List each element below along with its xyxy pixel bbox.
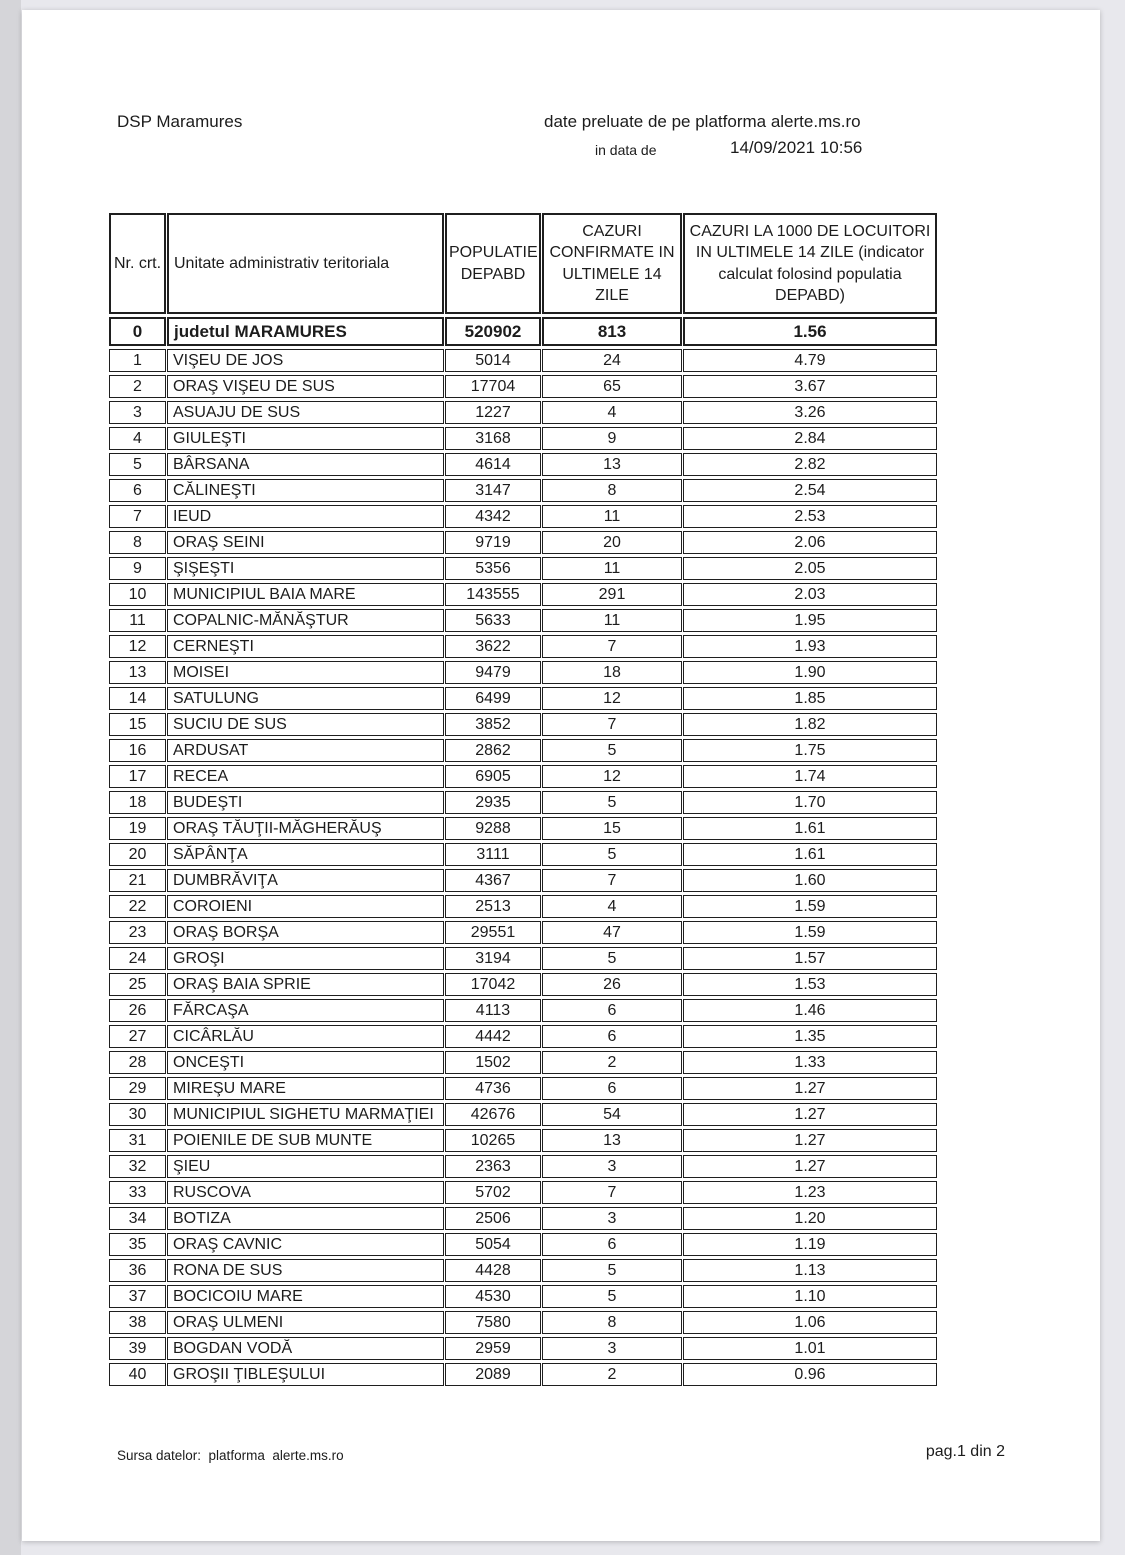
row-number-cell: 10: [109, 583, 166, 606]
col-header-uat: Unitate administrativ teritoriala: [167, 213, 444, 314]
cases-cell: 6: [542, 999, 682, 1022]
row-number-cell: 20: [109, 843, 166, 866]
uat-name-cell: MOISEI: [167, 661, 444, 684]
cases-cell: 291: [542, 583, 682, 606]
row-number-cell: 16: [109, 739, 166, 762]
rate-cell: 3.67: [683, 375, 937, 398]
rate-cell: 1.59: [683, 921, 937, 944]
table-header: [109, 213, 937, 314]
date-label: in data de: [595, 142, 657, 158]
population-cell: 1502: [445, 1051, 541, 1074]
uat-name-cell: ŞIEU: [167, 1155, 444, 1178]
uat-name-cell: RECEA: [167, 765, 444, 788]
population-cell: 17704: [445, 375, 541, 398]
table-row: [109, 349, 937, 372]
uat-name-cell: judetul MARAMURES: [167, 317, 444, 346]
rate-cell: 2.82: [683, 453, 937, 476]
rate-cell: 1.60: [683, 869, 937, 892]
population-cell: 4442: [445, 1025, 541, 1048]
rate-cell: 1.27: [683, 1155, 937, 1178]
population-cell: 2363: [445, 1155, 541, 1178]
population-cell: 5014: [445, 349, 541, 372]
col-header-cases: CAZURI CONFIRMATE IN ULTIMELE 14 ZILE: [542, 213, 682, 314]
population-cell: 4113: [445, 999, 541, 1022]
uat-name-cell: BOCICOIU MARE: [167, 1285, 444, 1308]
cases-cell: 9: [542, 427, 682, 450]
rate-cell: 1.75: [683, 739, 937, 762]
uat-name-cell: GROŞI: [167, 947, 444, 970]
uat-name-cell: MUNICIPIUL SIGHETU MARMAŢIEI: [167, 1103, 444, 1126]
table-row: [109, 1051, 937, 1074]
row-number-cell: 14: [109, 687, 166, 710]
table-row: [109, 1155, 937, 1178]
table-row: [109, 401, 937, 424]
row-number-cell: 35: [109, 1233, 166, 1256]
table-row: [109, 1233, 937, 1256]
cases-cell: 3: [542, 1155, 682, 1178]
row-number-cell: 18: [109, 791, 166, 814]
cases-cell: 54: [542, 1103, 682, 1126]
population-cell: 2506: [445, 1207, 541, 1230]
rate-cell: 4.79: [683, 349, 937, 372]
row-number-cell: 38: [109, 1311, 166, 1334]
uat-name-cell: GROŞII ŢIBLEŞULUI: [167, 1363, 444, 1386]
population-cell: 2513: [445, 895, 541, 918]
rate-cell: 1.53: [683, 973, 937, 996]
cases-cell: 8: [542, 479, 682, 502]
table-row: [109, 635, 937, 658]
footer-source: Sursa datelor: platforma alerte.ms.ro: [117, 1448, 344, 1463]
table-row: [109, 713, 937, 736]
cases-cell: 11: [542, 609, 682, 632]
uat-name-cell: POIENILE DE SUB MUNTE: [167, 1129, 444, 1152]
row-number-cell: 39: [109, 1337, 166, 1360]
cases-cell: 13: [542, 453, 682, 476]
cases-cell: 813: [542, 317, 682, 346]
table-row: [109, 687, 937, 710]
row-number-cell: 12: [109, 635, 166, 658]
row-number-cell: 6: [109, 479, 166, 502]
uat-name-cell: BOGDAN VODĂ: [167, 1337, 444, 1360]
uat-name-cell: ŞIŞEŞTI: [167, 557, 444, 580]
uat-name-cell: FĂRCAŞA: [167, 999, 444, 1022]
population-cell: 2862: [445, 739, 541, 762]
rate-cell: 1.06: [683, 1311, 937, 1334]
rate-cell: 1.95: [683, 609, 937, 632]
row-number-cell: 9: [109, 557, 166, 580]
rate-cell: 1.93: [683, 635, 937, 658]
cases-cell: 24: [542, 349, 682, 372]
col-header-rate: CAZURI LA 1000 DE LOCUITORI IN ULTIMELE 14 ZILE (indicator calculat folosind populatia DEPABD): [683, 213, 937, 314]
rate-cell: 1.35: [683, 1025, 937, 1048]
date-value: 14/09/2021 10:56: [730, 138, 863, 157]
header-row: [109, 213, 937, 314]
rate-cell: 1.85: [683, 687, 937, 710]
col-header-population: POPULATIE DEPABD: [445, 213, 541, 314]
cases-cell: 3: [542, 1337, 682, 1360]
row-number-cell: 1: [109, 349, 166, 372]
rate-cell: 1.23: [683, 1181, 937, 1204]
table-row: [109, 479, 937, 502]
table-row: [109, 817, 937, 840]
table-row: [109, 609, 937, 632]
uat-name-cell: ASUAJU DE SUS: [167, 401, 444, 424]
rate-cell: 1.57: [683, 947, 937, 970]
table-row: [109, 1077, 937, 1100]
population-cell: 3852: [445, 713, 541, 736]
rate-cell: 2.05: [683, 557, 937, 580]
uat-name-cell: BÂRSANA: [167, 453, 444, 476]
uat-name-cell: ONCEŞTI: [167, 1051, 444, 1074]
cases-cell: 12: [542, 687, 682, 710]
row-number-cell: 11: [109, 609, 166, 632]
row-number-cell: 26: [109, 999, 166, 1022]
col-header-nr-crt: Nr. crt.: [109, 213, 166, 314]
population-cell: 9479: [445, 661, 541, 684]
cases-cell: 4: [542, 401, 682, 424]
population-cell: 6499: [445, 687, 541, 710]
rate-cell: 1.90: [683, 661, 937, 684]
population-cell: 4428: [445, 1259, 541, 1282]
rate-cell: 2.03: [683, 583, 937, 606]
table-row: [109, 1025, 937, 1048]
table-row: [109, 999, 937, 1022]
rate-cell: 1.27: [683, 1129, 937, 1152]
row-number-cell: 27: [109, 1025, 166, 1048]
rate-cell: 2.54: [683, 479, 937, 502]
rate-cell: 3.26: [683, 401, 937, 424]
table-row: [109, 739, 937, 762]
uat-name-cell: RUSCOVA: [167, 1181, 444, 1204]
cases-cell: 8: [542, 1311, 682, 1334]
cases-table: [108, 210, 938, 1389]
county-summary-row: [109, 317, 937, 346]
population-cell: 6905: [445, 765, 541, 788]
row-number-cell: 17: [109, 765, 166, 788]
document-page: [22, 10, 1100, 1541]
cases-cell: 7: [542, 635, 682, 658]
population-cell: 2089: [445, 1363, 541, 1386]
cases-cell: 7: [542, 869, 682, 892]
table-row: [109, 531, 937, 554]
population-cell: 143555: [445, 583, 541, 606]
row-number-cell: 37: [109, 1285, 166, 1308]
uat-name-cell: CĂLINEŞTI: [167, 479, 444, 502]
table-row: [109, 843, 937, 866]
rate-cell: 1.01: [683, 1337, 937, 1360]
table-row: [109, 505, 937, 528]
row-number-cell: 0: [109, 317, 166, 346]
table-row: [109, 453, 937, 476]
rate-cell: 2.53: [683, 505, 937, 528]
cases-cell: 6: [542, 1233, 682, 1256]
rate-cell: 1.82: [683, 713, 937, 736]
table-row: [109, 557, 937, 580]
rate-cell: 1.19: [683, 1233, 937, 1256]
table-row: [109, 427, 937, 450]
population-cell: 5356: [445, 557, 541, 580]
table-row: [109, 895, 937, 918]
cases-cell: 3: [542, 1207, 682, 1230]
cases-table-container: [108, 210, 938, 1389]
rate-cell: 1.46: [683, 999, 937, 1022]
uat-name-cell: IEUD: [167, 505, 444, 528]
uat-name-cell: ARDUSAT: [167, 739, 444, 762]
uat-name-cell: ORAŞ VIŞEU DE SUS: [167, 375, 444, 398]
population-cell: 17042: [445, 973, 541, 996]
uat-name-cell: ORAŞ TĂUŢII-MĂGHERĂUŞ: [167, 817, 444, 840]
rate-cell: 1.61: [683, 817, 937, 840]
uat-name-cell: RONA DE SUS: [167, 1259, 444, 1282]
row-number-cell: 25: [109, 973, 166, 996]
uat-name-cell: SATULUNG: [167, 687, 444, 710]
footer-page-indicator: pag.1 din 2: [925, 1443, 1005, 1460]
uat-name-cell: ORAŞ BAIA SPRIE: [167, 973, 444, 996]
population-cell: 4342: [445, 505, 541, 528]
population-cell: 2959: [445, 1337, 541, 1360]
population-cell: 3111: [445, 843, 541, 866]
row-number-cell: 24: [109, 947, 166, 970]
population-cell: 2935: [445, 791, 541, 814]
uat-name-cell: CICÂRLĂU: [167, 1025, 444, 1048]
row-number-cell: 19: [109, 817, 166, 840]
row-number-cell: 36: [109, 1259, 166, 1282]
row-number-cell: 31: [109, 1129, 166, 1152]
table-row: [109, 869, 937, 892]
table-row: [109, 921, 937, 944]
population-cell: 520902: [445, 317, 541, 346]
cases-cell: 6: [542, 1077, 682, 1100]
table-row: [109, 375, 937, 398]
row-number-cell: 2: [109, 375, 166, 398]
uat-name-cell: CERNEŞTI: [167, 635, 444, 658]
rate-cell: 2.06: [683, 531, 937, 554]
row-number-cell: 40: [109, 1363, 166, 1386]
cases-cell: 5: [542, 791, 682, 814]
row-number-cell: 15: [109, 713, 166, 736]
population-cell: 29551: [445, 921, 541, 944]
population-cell: 10265: [445, 1129, 541, 1152]
population-cell: 9719: [445, 531, 541, 554]
rate-cell: 0.96: [683, 1363, 937, 1386]
cases-cell: 11: [542, 505, 682, 528]
uat-name-cell: ORAŞ SEINI: [167, 531, 444, 554]
population-cell: 4614: [445, 453, 541, 476]
population-cell: 7580: [445, 1311, 541, 1334]
uat-name-cell: BUDEŞTI: [167, 791, 444, 814]
row-number-cell: 32: [109, 1155, 166, 1178]
population-cell: 3194: [445, 947, 541, 970]
cases-cell: 6: [542, 1025, 682, 1048]
population-cell: 4530: [445, 1285, 541, 1308]
cases-cell: 12: [542, 765, 682, 788]
rate-cell: 1.61: [683, 843, 937, 866]
uat-name-cell: SUCIU DE SUS: [167, 713, 444, 736]
row-number-cell: 13: [109, 661, 166, 684]
rate-cell: 1.10: [683, 1285, 937, 1308]
rate-cell: 1.33: [683, 1051, 937, 1074]
population-cell: 4736: [445, 1077, 541, 1100]
population-cell: 4367: [445, 869, 541, 892]
row-number-cell: 29: [109, 1077, 166, 1100]
cases-cell: 26: [542, 973, 682, 996]
cases-cell: 13: [542, 1129, 682, 1152]
rate-cell: 1.13: [683, 1259, 937, 1282]
table-row: [109, 765, 937, 788]
table-row: [109, 1103, 937, 1126]
population-cell: 5054: [445, 1233, 541, 1256]
cases-cell: 18: [542, 661, 682, 684]
viewer-left-gutter: [0, 0, 21, 1555]
row-number-cell: 28: [109, 1051, 166, 1074]
uat-name-cell: MUNICIPIUL BAIA MARE: [167, 583, 444, 606]
cases-cell: 5: [542, 947, 682, 970]
rate-cell: 1.20: [683, 1207, 937, 1230]
table-row: [109, 1337, 937, 1360]
uat-name-cell: DUMBRĂVIŢA: [167, 869, 444, 892]
cases-cell: 5: [542, 739, 682, 762]
uat-name-cell: ORAŞ BORŞA: [167, 921, 444, 944]
population-cell: 5702: [445, 1181, 541, 1204]
row-number-cell: 4: [109, 427, 166, 450]
table-row: [109, 947, 937, 970]
cases-cell: 11: [542, 557, 682, 580]
cases-cell: 7: [542, 1181, 682, 1204]
table-row: [109, 1311, 937, 1334]
cases-cell: 5: [542, 1259, 682, 1282]
org-title: DSP Maramures: [117, 112, 243, 131]
cases-cell: 2: [542, 1363, 682, 1386]
rate-cell: 1.70: [683, 791, 937, 814]
row-number-cell: 34: [109, 1207, 166, 1230]
population-cell: 3622: [445, 635, 541, 658]
data-source-note: date preluate de pe platforma alerte.ms.ro: [544, 112, 861, 131]
cases-cell: 5: [542, 1285, 682, 1308]
table-row: [109, 1259, 937, 1282]
cases-cell: 5: [542, 843, 682, 866]
population-cell: 9288: [445, 817, 541, 840]
row-number-cell: 3: [109, 401, 166, 424]
population-cell: 3147: [445, 479, 541, 502]
rate-cell: 1.74: [683, 765, 937, 788]
rate-cell: 1.59: [683, 895, 937, 918]
population-cell: 42676: [445, 1103, 541, 1126]
uat-name-cell: VIŞEU DE JOS: [167, 349, 444, 372]
rate-cell: 1.27: [683, 1077, 937, 1100]
cases-cell: 2: [542, 1051, 682, 1074]
table-row: [109, 791, 937, 814]
uat-name-cell: MIREŞU MARE: [167, 1077, 444, 1100]
row-number-cell: 22: [109, 895, 166, 918]
table-row: [109, 973, 937, 996]
row-number-cell: 23: [109, 921, 166, 944]
uat-name-cell: ORAŞ CAVNIC: [167, 1233, 444, 1256]
rate-cell: 1.56: [683, 317, 937, 346]
rate-cell: 1.27: [683, 1103, 937, 1126]
cases-cell: 4: [542, 895, 682, 918]
cases-cell: 7: [542, 713, 682, 736]
rate-cell: 2.84: [683, 427, 937, 450]
cases-cell: 20: [542, 531, 682, 554]
row-number-cell: 33: [109, 1181, 166, 1204]
population-cell: 5633: [445, 609, 541, 632]
table-row: [109, 1129, 937, 1152]
uat-name-cell: GIULEŞTI: [167, 427, 444, 450]
table-row: [109, 1207, 937, 1230]
uat-name-cell: ORAŞ ULMENI: [167, 1311, 444, 1334]
table-row: [109, 1181, 937, 1204]
uat-name-cell: BOTIZA: [167, 1207, 444, 1230]
cases-cell: 47: [542, 921, 682, 944]
uat-name-cell: COROIENI: [167, 895, 444, 918]
cases-cell: 15: [542, 817, 682, 840]
row-number-cell: 8: [109, 531, 166, 554]
row-number-cell: 5: [109, 453, 166, 476]
table-body: [109, 317, 937, 1386]
table-row: [109, 1285, 937, 1308]
table-row: [109, 661, 937, 684]
uat-name-cell: COPALNIC-MĂNĂŞTUR: [167, 609, 444, 632]
uat-name-cell: SĂPÂNŢA: [167, 843, 444, 866]
row-number-cell: 21: [109, 869, 166, 892]
population-cell: 1227: [445, 401, 541, 424]
cases-cell: 65: [542, 375, 682, 398]
row-number-cell: 7: [109, 505, 166, 528]
table-row: [109, 1363, 937, 1386]
row-number-cell: 30: [109, 1103, 166, 1126]
population-cell: 3168: [445, 427, 541, 450]
table-row: [109, 583, 937, 606]
